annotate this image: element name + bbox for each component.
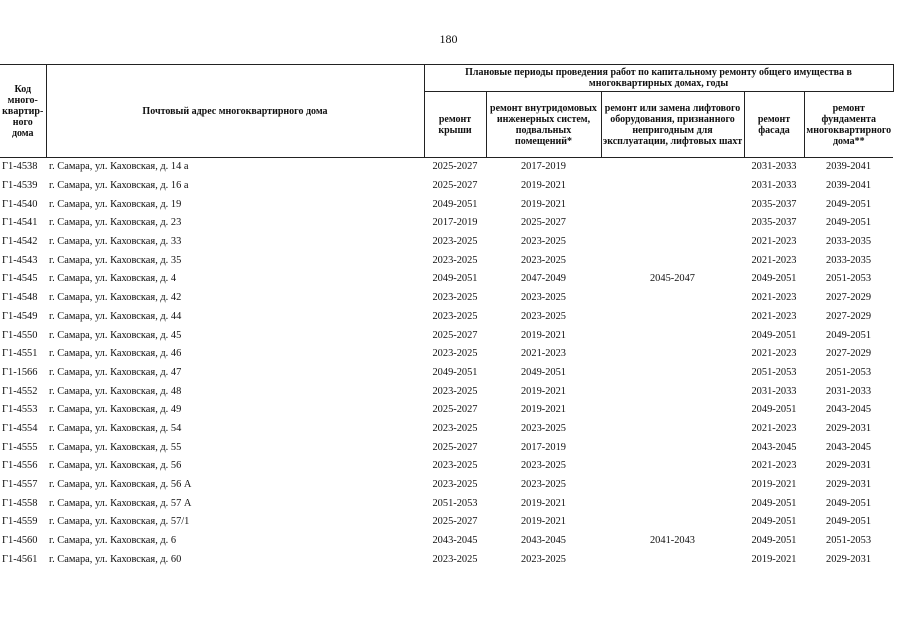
house-code-cell: Г1-4542 (2, 236, 38, 248)
header-systems: ремонт внутридомовых инженерных систем, подвальных помещений* (486, 92, 601, 158)
roof-period-cell: 2023-2025 (432, 553, 478, 565)
facade-period-cell: 2021-2023 (751, 254, 797, 266)
house-code-cell: Г1-4551 (2, 348, 38, 360)
house-code-cell: Г1-4541 (2, 217, 38, 229)
systems-period-cell: 2023-2025 (520, 292, 567, 304)
lift-period-cell (601, 214, 744, 233)
foundation-period-cell: 2051-2053 (826, 535, 872, 547)
address-cell: г. Самара, ул. Каховская, д. 33 (49, 236, 182, 248)
lift-period-cell (601, 401, 744, 420)
systems-period-cell: 2023-2025 (520, 310, 567, 322)
roof-period-cell: 2023-2025 (432, 479, 478, 491)
foundation-period-cell: 2039-2041 (826, 161, 872, 173)
foundation-period-cell: 2029-2031 (826, 553, 872, 565)
house-code-cell: Г1-4556 (2, 460, 38, 472)
table-row (0, 177, 893, 196)
house-code-cell: Г1-4557 (2, 479, 38, 491)
foundation-period-cell: 2027-2029 (826, 348, 872, 360)
facade-period-cell: 2043-2045 (751, 441, 797, 453)
table-row (0, 513, 893, 532)
facade-period-cell: 2051-2053 (751, 366, 797, 378)
facade-period-cell: 2049-2051 (751, 516, 797, 528)
house-code-cell: Г1-4553 (2, 404, 38, 416)
roof-period-cell: 2025-2027 (432, 404, 478, 416)
roof-period-cell: 2051-2053 (432, 497, 478, 509)
house-code-cell: Г1-4558 (2, 497, 38, 509)
foundation-period-cell: 2027-2029 (826, 310, 872, 322)
table-row (0, 550, 893, 569)
lift-period-cell (601, 438, 744, 457)
address-cell: г. Самара, ул. Каховская, д. 19 (49, 198, 182, 210)
table-row (0, 364, 893, 383)
house-code-cell: Г1-4555 (2, 441, 38, 453)
roof-period-cell: 2043-2045 (432, 535, 478, 547)
systems-period-cell: 2017-2019 (520, 441, 567, 453)
foundation-period-cell: 2049-2051 (826, 329, 872, 341)
house-code-cell: Г1-4543 (2, 254, 38, 266)
systems-period-cell: 2049-2051 (520, 366, 567, 378)
lift-period-cell (601, 195, 744, 214)
table-row (0, 494, 893, 513)
table-header (0, 65, 893, 158)
table-row (0, 195, 893, 214)
lift-period-cell: 2045-2047 (649, 273, 696, 285)
lift-period-cell (601, 420, 744, 439)
address-cell: г. Самара, ул. Каховская, д. 57/1 (49, 516, 190, 528)
lift-period-cell (601, 326, 744, 345)
lift-period-cell: 2041-2043 (649, 535, 696, 547)
table-row (0, 289, 893, 308)
roof-period-cell: 2025-2027 (432, 180, 478, 192)
roof-period-cell: 2023-2025 (432, 310, 478, 322)
systems-period-cell: 2023-2025 (520, 422, 567, 434)
header-periods: Плановые периоды проведения работ по капитальному ремонту общего имущества в многоквартирных домах, годы (424, 65, 893, 92)
table-row (0, 420, 893, 439)
facade-period-cell: 2031-2033 (751, 161, 797, 173)
address-cell: г. Самара, ул. Каховская, д. 35 (49, 254, 182, 266)
house-code-cell: Г1-4549 (2, 310, 38, 322)
systems-period-cell: 2023-2025 (520, 479, 567, 491)
address-cell: г. Самара, ул. Каховская, д. 14 а (49, 161, 189, 173)
house-code-cell: Г1-4554 (2, 422, 38, 434)
lift-period-cell (601, 513, 744, 532)
facade-period-cell: 2049-2051 (751, 329, 797, 341)
systems-period-cell: 2019-2021 (520, 180, 567, 192)
header-address: Почтовый адрес многоквартирного дома (46, 65, 424, 158)
facade-period-cell: 2021-2023 (751, 310, 797, 322)
table-row (0, 158, 893, 177)
facade-period-cell: 2049-2051 (751, 497, 797, 509)
header-roof: ремонт крыши (424, 92, 486, 158)
systems-period-cell: 2019-2021 (520, 497, 567, 509)
systems-period-cell: 2019-2021 (520, 329, 567, 341)
house-code-cell: Г1-4550 (2, 329, 38, 341)
roof-period-cell: 2049-2051 (432, 273, 478, 285)
foundation-period-cell: 2033-2035 (826, 236, 872, 248)
systems-period-cell: 2019-2021 (520, 516, 567, 528)
foundation-period-cell: 2049-2051 (826, 198, 872, 210)
address-cell: г. Самара, ул. Каховская, д. 55 (49, 441, 182, 453)
roof-period-cell: 2025-2027 (432, 329, 478, 341)
systems-period-cell: 2023-2025 (520, 236, 567, 248)
lift-period-cell (601, 177, 744, 196)
lift-period-cell (601, 457, 744, 476)
address-cell: г. Самара, ул. Каховская, д. 57 А (49, 497, 192, 509)
house-code-cell: Г1-1566 (2, 366, 38, 378)
house-code-cell: Г1-4548 (2, 292, 38, 304)
facade-period-cell: 2049-2051 (751, 273, 797, 285)
systems-period-cell: 2017-2019 (520, 161, 567, 173)
systems-period-cell: 2019-2021 (520, 198, 567, 210)
roof-period-cell: 2025-2027 (432, 161, 478, 173)
systems-period-cell: 2043-2045 (520, 535, 567, 547)
lift-period-cell (601, 289, 744, 308)
page-number: 180 (439, 32, 458, 46)
table-body (0, 158, 893, 570)
facade-period-cell: 2021-2023 (751, 460, 797, 472)
systems-period-cell: 2023-2025 (520, 460, 567, 472)
repair-schedule-table (0, 64, 894, 569)
header-facade: ремонт фасада (744, 92, 804, 158)
roof-period-cell: 2023-2025 (432, 348, 478, 360)
roof-period-cell: 2023-2025 (432, 254, 478, 266)
table-row (0, 457, 893, 476)
foundation-period-cell: 2049-2051 (826, 217, 872, 229)
address-cell: г. Самара, ул. Каховская, д. 16 а (49, 180, 189, 192)
table-row (0, 476, 893, 495)
table-row (0, 270, 893, 289)
foundation-period-cell: 2029-2031 (826, 460, 872, 472)
address-cell: г. Самара, ул. Каховская, д. 56 А (49, 479, 192, 491)
table-row (0, 401, 893, 420)
lift-period-cell (601, 233, 744, 252)
roof-period-cell: 2023-2025 (432, 236, 478, 248)
lift-period-cell (601, 158, 744, 177)
systems-period-cell: 2047-2049 (520, 273, 567, 285)
facade-period-cell: 2035-2037 (751, 198, 797, 210)
foundation-period-cell: 2051-2053 (826, 366, 872, 378)
foundation-period-cell: 2043-2045 (826, 441, 872, 453)
facade-period-cell: 2049-2051 (751, 535, 797, 547)
roof-period-cell: 2049-2051 (432, 366, 478, 378)
table-row (0, 382, 893, 401)
header-foundation: ремонт фундамента многоквартирного дома** (804, 92, 893, 158)
address-cell: г. Самара, ул. Каховская, д. 4 (49, 273, 177, 285)
table-row (0, 251, 893, 270)
facade-period-cell: 2019-2021 (751, 553, 797, 565)
foundation-period-cell: 2029-2031 (826, 479, 872, 491)
foundation-period-cell: 2033-2035 (826, 254, 872, 266)
roof-period-cell: 2025-2027 (432, 441, 478, 453)
address-cell: г. Самара, ул. Каховская, д. 46 (49, 348, 182, 360)
foundation-period-cell: 2027-2029 (826, 292, 872, 304)
header-code: Код много- квартир- ного дома (0, 65, 46, 158)
table-row (0, 308, 893, 327)
foundation-period-cell: 2051-2053 (826, 273, 872, 285)
table-row (0, 345, 893, 364)
roof-period-cell: 2023-2025 (432, 385, 478, 397)
roof-period-cell: 2023-2025 (432, 460, 478, 472)
house-code-cell: Г1-4561 (2, 553, 38, 565)
address-cell: г. Самара, ул. Каховская, д. 49 (49, 404, 182, 416)
table-row (0, 532, 893, 551)
lift-period-cell (601, 345, 744, 364)
table-row (0, 326, 893, 345)
lift-period-cell (601, 308, 744, 327)
lift-period-cell (601, 382, 744, 401)
table-row (0, 438, 893, 457)
foundation-period-cell: 2049-2051 (826, 497, 872, 509)
systems-period-cell: 2021-2023 (520, 348, 567, 360)
house-code-cell: Г1-4552 (2, 385, 38, 397)
foundation-period-cell: 2043-2045 (826, 404, 872, 416)
facade-period-cell: 2031-2033 (751, 385, 797, 397)
house-code-cell: Г1-4560 (2, 535, 38, 547)
systems-period-cell: 2023-2025 (520, 553, 567, 565)
header-lift: ремонт или замена лифтового оборудования, признанного непригодным для эксплуатации, лифтовых шахт (601, 92, 744, 158)
facade-period-cell: 2035-2037 (751, 217, 797, 229)
table-row (0, 233, 893, 252)
address-cell: г. Самара, ул. Каховская, д. 48 (49, 385, 182, 397)
systems-period-cell: 2025-2027 (520, 217, 567, 229)
lift-period-cell (601, 476, 744, 495)
facade-period-cell: 2021-2023 (751, 422, 797, 434)
lift-period-cell (601, 550, 744, 569)
address-cell: г. Самара, ул. Каховская, д. 6 (49, 535, 177, 547)
roof-period-cell: 2025-2027 (432, 516, 478, 528)
table-row (0, 214, 893, 233)
roof-period-cell: 2017-2019 (432, 217, 478, 229)
systems-period-cell: 2019-2021 (520, 385, 567, 397)
house-code-cell: Г1-4559 (2, 516, 38, 528)
address-cell: г. Самара, ул. Каховская, д. 23 (49, 217, 182, 229)
house-code-cell: Г1-4538 (2, 161, 38, 173)
address-cell: г. Самара, ул. Каховская, д. 47 (49, 366, 182, 378)
address-cell: г. Самара, ул. Каховская, д. 45 (49, 329, 182, 341)
facade-period-cell: 2021-2023 (751, 292, 797, 304)
facade-period-cell: 2021-2023 (751, 236, 797, 248)
systems-period-cell: 2019-2021 (520, 404, 567, 416)
facade-period-cell: 2019-2021 (751, 479, 797, 491)
address-cell: г. Самара, ул. Каховская, д. 60 (49, 553, 182, 565)
facade-period-cell: 2049-2051 (751, 404, 797, 416)
address-cell: г. Самара, ул. Каховская, д. 56 (49, 460, 182, 472)
facade-period-cell: 2021-2023 (751, 348, 797, 360)
systems-period-cell: 2023-2025 (520, 254, 567, 266)
foundation-period-cell: 2029-2031 (826, 422, 872, 434)
house-code-cell: Г1-4540 (2, 198, 38, 210)
foundation-period-cell: 2031-2033 (826, 385, 872, 397)
house-code-cell: Г1-4539 (2, 180, 38, 192)
address-cell: г. Самара, ул. Каховская, д. 54 (49, 422, 182, 434)
roof-period-cell: 2023-2025 (432, 422, 478, 434)
roof-period-cell: 2049-2051 (432, 198, 478, 210)
facade-period-cell: 2031-2033 (751, 180, 797, 192)
address-cell: г. Самара, ул. Каховская, д. 44 (49, 310, 182, 322)
lift-period-cell (601, 364, 744, 383)
foundation-period-cell: 2049-2051 (826, 516, 872, 528)
address-cell: г. Самара, ул. Каховская, д. 42 (49, 292, 182, 304)
foundation-period-cell: 2039-2041 (826, 180, 872, 192)
roof-period-cell: 2023-2025 (432, 292, 478, 304)
house-code-cell: Г1-4545 (2, 273, 38, 285)
lift-period-cell (601, 494, 744, 513)
lift-period-cell (601, 251, 744, 270)
